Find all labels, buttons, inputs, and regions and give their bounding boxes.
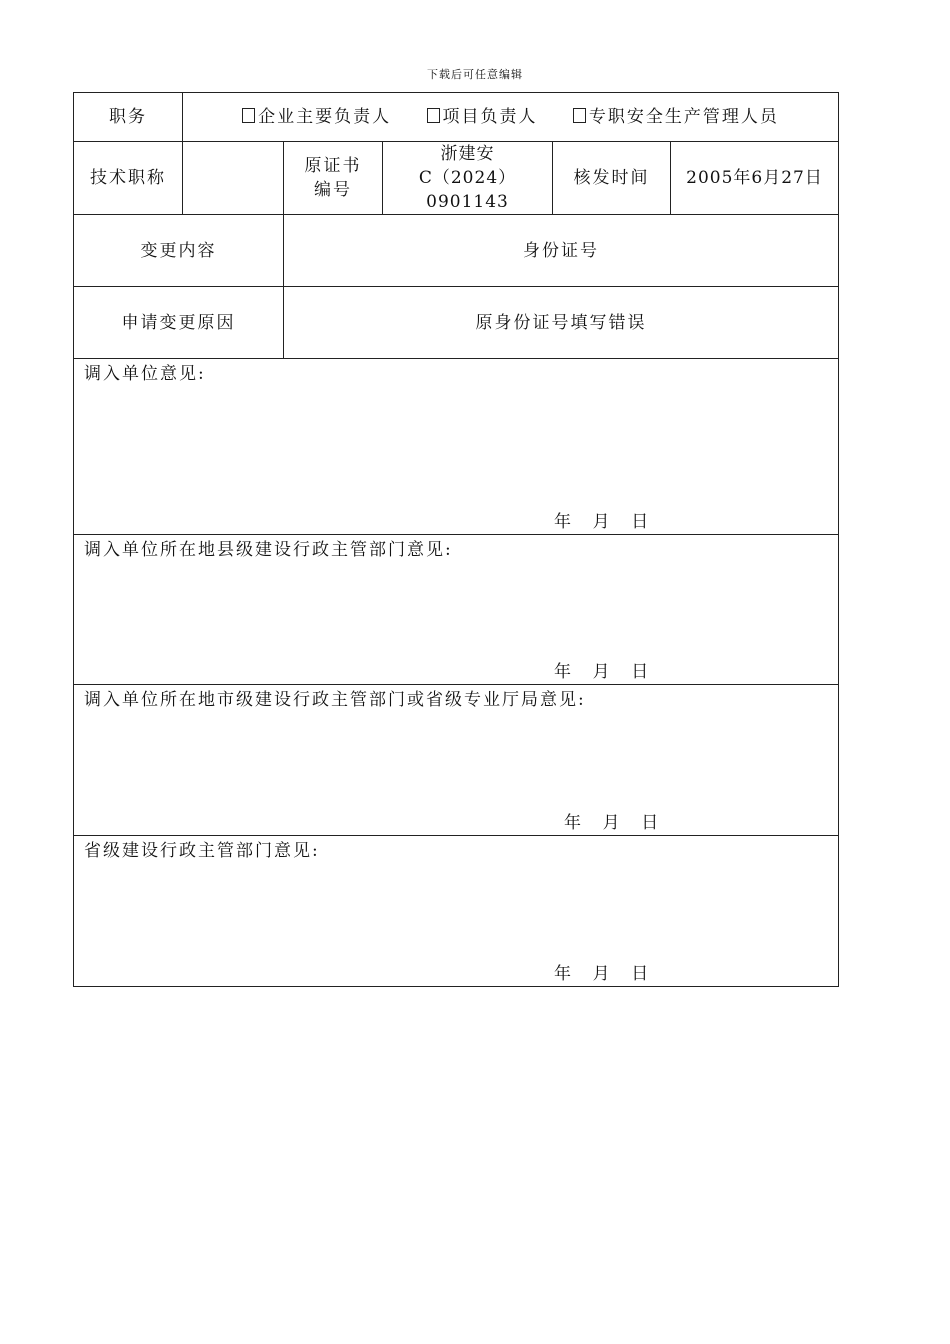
- cert-number-value: 浙建安 C（2024）0901143: [383, 142, 553, 215]
- opinion-label: 省级建设行政主管部门意见:: [84, 841, 320, 861]
- opinion-row: [74, 359, 839, 535]
- tech-title-label: 技术职称: [74, 142, 183, 215]
- opinion-row: [74, 685, 839, 836]
- opinion-label: 调入单位所在地市级建设行政主管部门或省级专业厅局意见:: [84, 690, 586, 710]
- change-content-label: 变更内容: [74, 215, 284, 287]
- header-note: 下载后可任意编辑: [427, 68, 523, 81]
- duty-option-enterprise-head[interactable]: 企业主要负责人: [242, 105, 391, 129]
- change-row: [74, 215, 839, 287]
- opinion-date: 年 月 日: [554, 964, 649, 984]
- issue-date-label: 核发时间: [553, 142, 671, 215]
- duty-row: [74, 93, 839, 142]
- change-application-form: [73, 92, 839, 987]
- reason-row: [74, 287, 839, 359]
- checkbox-icon[interactable]: [573, 108, 586, 123]
- duty-options: [183, 93, 839, 142]
- change-reason-label: 申请变更原因: [74, 287, 284, 359]
- opinion-date: 年 月 日: [564, 813, 659, 833]
- opinion-row: [74, 836, 839, 987]
- opinion-receiving-unit[interactable]: [74, 359, 839, 535]
- change-content-value: 身份证号: [284, 215, 839, 287]
- checkbox-icon[interactable]: [242, 108, 255, 123]
- duty-option-safety-manager[interactable]: 专职安全生产管理人员: [573, 105, 779, 129]
- opinion-label: 调入单位所在地县级建设行政主管部门意见:: [84, 540, 453, 560]
- opinion-row: [74, 535, 839, 685]
- change-reason-value: 原身份证号填写错误: [284, 287, 839, 359]
- opinion-date: 年 月 日: [554, 512, 649, 532]
- opinion-provincial-authority[interactable]: [74, 836, 839, 987]
- cert-number-label: 原证书 编号: [284, 142, 383, 215]
- checkbox-icon[interactable]: [427, 108, 440, 123]
- duty-option-project-head[interactable]: 项目负责人: [427, 105, 538, 129]
- opinion-county-authority[interactable]: [74, 535, 839, 685]
- tech-row: [74, 142, 839, 215]
- issue-date-value: 2005年6月27日: [671, 142, 839, 215]
- tech-title-value[interactable]: [183, 142, 284, 215]
- opinion-city-authority[interactable]: [74, 685, 839, 836]
- opinion-date: 年 月 日: [554, 662, 649, 682]
- duty-label: 职务: [74, 93, 183, 142]
- opinion-label: 调入单位意见:: [84, 364, 206, 384]
